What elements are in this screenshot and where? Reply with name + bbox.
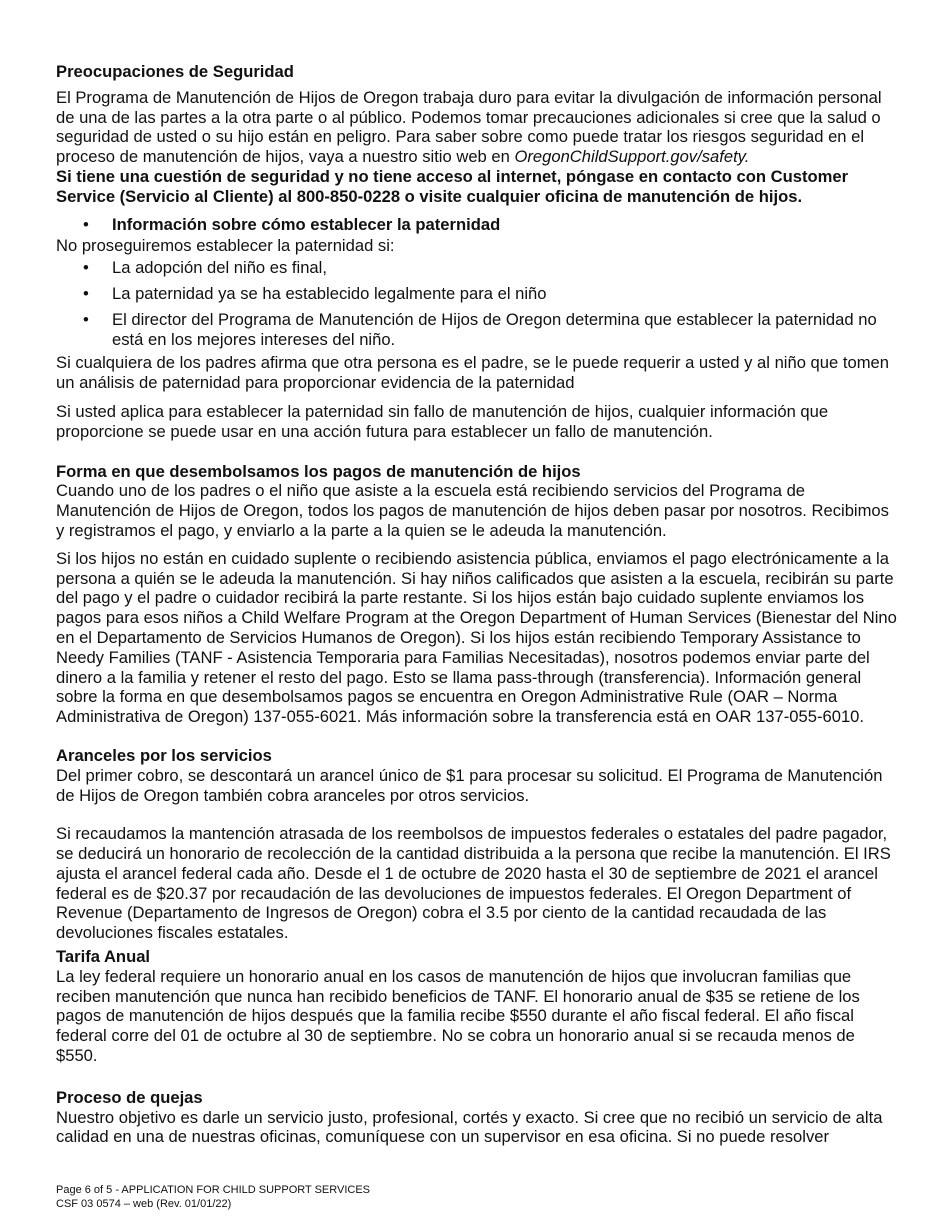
paternity-para-2: Si usted aplica para establecer la paternidad sin fallo de manutención de hijos, cualquier información que proporcione se puede usar en una acción futura para establecer un fallo de manutención.: [56, 401, 829, 441]
disbursement-heading: Forma en que desembolsamos los pagos de manutención de hijos: [56, 461, 581, 481]
complaints-heading: Proceso de quejas: [56, 1087, 203, 1107]
safety-link[interactable]: OregonChildSupport.gov/safety.: [514, 147, 750, 167]
disbursement-para-2: Si los hijos no están en cuidado suplente o recibiendo asistencia pública, enviamos el pago electrónicamente a la persona a quién se le adeuda la manutención. Si hay niños calificados que asisten a la escuela, recibirán su parte del pago y el padre o cuidador recibirá la parte restante. Si los hijos están bajo cuidado suplente enviamos los pagos para esos niños a Child Welfare Program at the Oregon Department of Human Services (Bienestar del Nino en el Departamento de Servicios Humanos de Oregon). Si los hijos están recibiendo Temporary Assistance to Needy Families (TANF - Asistencia Temporaria para Familias Necesitadas), nosotros podemos enviar parte del dinero a la familia y retener el resto del pago. Esto se llama pass-through (transferencia). Información general sobre la forma en que desembolsamos pagos se encuentra en Oregon Administrative Rule (OAR – Norma Administrativa de Oregon) 137-055-6021. Más información sobre la transferencia está en OAR 137-055-6010.: [56, 548, 897, 727]
list-item-text: La paternidad ya se ha establecido legalmente para el niño: [112, 283, 547, 303]
footer-page-label: Page 6 of 5 - APPLICATION FOR CHILD SUPPORT SERVICES: [56, 1184, 371, 1196]
list-item: [56, 310, 898, 350]
paternity-intro: No proseguiremos establecer la paternidad si:: [56, 236, 395, 256]
paternity-para-1: Si cualquiera de los padres afirma que otra persona es el padre, se le puede requerir a usted y al niño que tomen un análisis de paternidad para proporcionar evidencia de la paternidad: [56, 353, 889, 393]
paternity-conditions-list: [56, 258, 898, 349]
disbursement-para-1: Cuando uno de los padres o el niño que asiste a la escuela está recibiendo servicios del Programa de Manutención de Hijos de Oregon, todos los pagos de manutención de hijos deben pasar por nosotros. Recibimos y registramos el pago, y enviarlo a la parte a la quien se le adeuda la manutención.: [56, 481, 889, 540]
security-body: [56, 88, 898, 167]
list-item-text: El director del Programa de Manutención de Hijos de Oregon determina que establecer la paternidad no está en los mejores intereses del niño.: [112, 309, 877, 349]
security-heading: Preocupaciones de Seguridad: [56, 62, 294, 81]
list-item: [56, 215, 898, 235]
annual-fee-heading: Tarifa Anual: [56, 947, 151, 967]
bullet-icon: •: [83, 309, 89, 329]
list-item: [56, 258, 898, 278]
fees-para-1: Del primer cobro, se descontará un arancel único de $1 para procesar su solicitud. El Programa de Manutención de Hijos de Oregon también cobra aranceles por otros servicios.: [56, 765, 883, 805]
security-bold-note: Si tiene una cuestión de seguridad y no tiene acceso al internet, póngase en contacto con Customer Service (Servicio al Cliente) al 800-850-0228 o visite cualquier oficina de manutención de hijos.: [56, 166, 849, 206]
document-page: [56, 62, 898, 1147]
fees-para-2: Si recaudamos la mantención atrasada de los reembolsos de impuestos federales o estatales del padre pagador, se deducirá un honorario de recolección de la cantidad distribuida a la persona que recibe la manutención. El IRS ajusta el arancel federal cada año. Desde el 1 de octubre de 2020 hasta el 30 de septiembre de 2021 el arancel federal es de $20.37 por recaudación de las devoluciones de impuestos federales. El Oregon Department of Revenue (Departamento de Ingresos de Oregon) cobra el 3.5 por ciento de la cantidad recaudada de las devoluciones fiscales estatales.: [56, 824, 891, 943]
bullet-icon: •: [83, 283, 89, 303]
fees-heading: Aranceles por los servicios: [56, 745, 272, 765]
bullet-icon: •: [83, 214, 89, 234]
page-footer: [56, 1183, 370, 1211]
footer-form-id: CSF 03 0574 – web (Rev. 01/01/22): [56, 1198, 232, 1210]
paternity-heading-list: [56, 215, 898, 235]
security-text: El Programa de Manutención de Hijos de Oregon trabaja duro para evitar la divulgación de información personal de una de las partes a la otra parte o al público. Podemos tomar precauciones adicionales si cree que la salud o seguridad de usted o su hijo están en peligro. Para saber sobre como puede tratar los riesgos seguridad en el proceso de manutención de hijos, vaya a nuestro sitio web en: [56, 87, 882, 167]
list-item-text: La adopción del niño es final,: [112, 258, 327, 278]
paternity-bullet-heading: Información sobre cómo establecer la paternidad: [112, 214, 501, 234]
annual-fee-body: La ley federal requiere un honorario anual en los casos de manutención de hijos que involucran familias que reciben manutención que nunca han recibido beneficios de TANF. El honorario anual de $35 se retiene de los pagos de manutención de hijos después que la familia recibe $550 durante el año fiscal federal. El año fiscal federal corre del 01 de octubre al 30 de septiembre. No se cobra un honorario anual si se recauda menos de $550.: [56, 966, 860, 1066]
list-item: [56, 284, 898, 304]
complaints-body: Nuestro objetivo es darle un servicio justo, profesional, cortés y exacto. Si cree que no recibió un servicio de alta calidad en una de nuestras oficinas, comuníquese con un supervisor en esa oficina. Si no puede resolver: [56, 1107, 883, 1147]
bullet-icon: •: [83, 258, 89, 278]
